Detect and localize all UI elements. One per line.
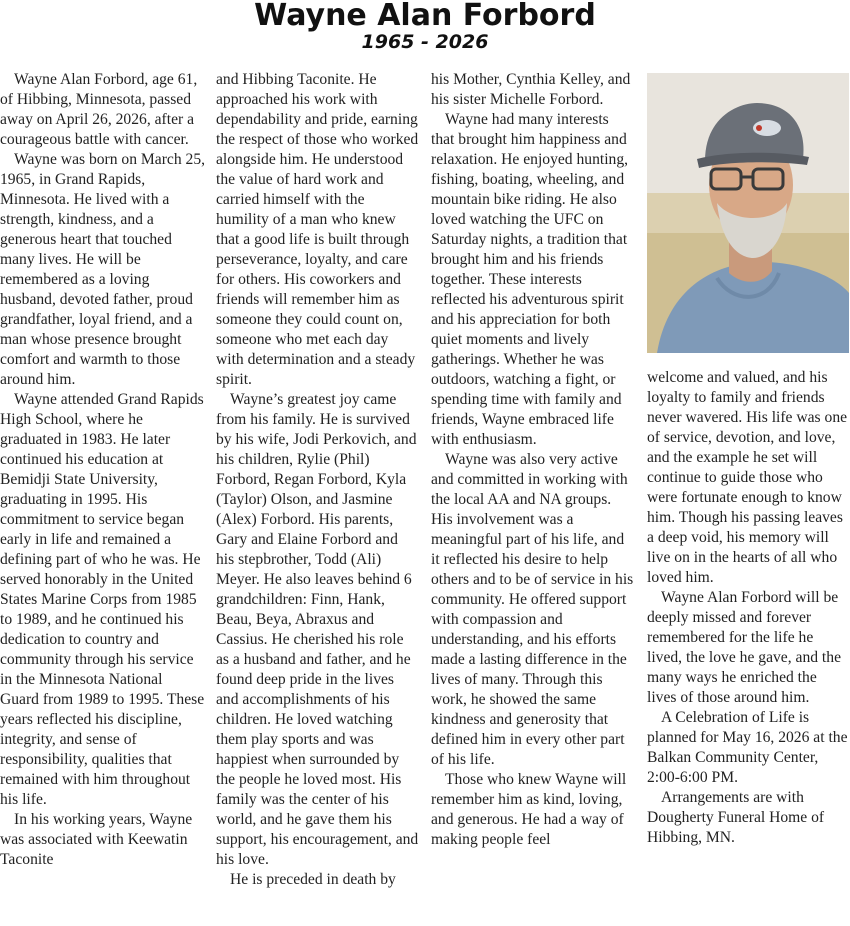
text-column-2 [216, 70, 419, 890]
paragraph: welcome and valued, and his loyalty to family and friends never wavered. His life was one of service, devotion, and love, and the example he set will continue to guide those who were fortunate enough to know him. Though his passing leaves a deep void, his memory will live on in the hearts of all who loved him. [647, 369, 848, 586]
paragraph: Those who knew Wayne will remember him as kind, loving, and generous. He had a way of making people feel [431, 771, 627, 848]
paragraph: Wayne attended Grand Rapids High School, where he graduated in 1983. He later continued his education at Bemidji State University, graduating in 1995. His commitment to service began early in life and remained a defining part of who he was. He served honorably in the United States Marine Corps from 1985 to 1989, and he continued his dedication to country and community through his service in the Minnesota National Guard from 1989 to 1995. These years reflected his discipline, integrity, and sense of responsibility, qualities that remained with him throughout his life. [0, 391, 205, 808]
paragraph: In his working years, Wayne was associated with Keewatin Taconite [0, 811, 193, 868]
paragraph: A Celebration of Life is planned for May 16, 2026 at the Balkan Community Center, 2:00-6:00 PM. [647, 709, 848, 786]
paragraph: He is preceded in death by [230, 871, 396, 888]
paragraph: Wayne Alan Forbord will be deeply missed and forever remembered for the life he lived, the love he gave, and the many ways he enriched the lives of those around him. [647, 589, 841, 706]
obituary-title: Wayne Alan Forbord [254, 0, 596, 33]
portrait-illustration [647, 73, 849, 353]
portrait-photo [647, 73, 849, 353]
text-column-3 [431, 70, 635, 850]
obituary-header [0, 0, 850, 53]
paragraph: and Hibbing Taconite. He approached his work with dependability and pride, earning the respect of those who worked alongside him. He understood the value of hard work and carried himself with the humility of a man who knew that a good life is built through perseverance, loyalty, and care for others. His coworkers and friends will remember him as someone they could count on, someone who met each day with determination and a steady spirit. [216, 71, 419, 388]
paragraph: Wayne was also very active and committed in working with the local AA and NA groups. His involvement was a meaningful part of his life, and it reflected his desire to help others and to be of service in his community. He offered support with compassion and understanding, and his efforts made a lasting difference in the lives of many. Through this work, he showed the same kindness and generosity that defined him in every other part of his life. [431, 451, 634, 768]
paragraph: Arrangements are with Dougherty Funeral Home of Hibbing, MN. [647, 789, 825, 846]
paragraph: Wayne had many interests that brought him happiness and relaxation. He enjoyed hunting, fishing, boating, wheeling, and mountain bike riding. He also loved watching the UFC on Saturday nights, a tradition that brought him and his friends together. These interests reflected his adventurous spirit and his appreciation for both quiet moments and lively gatherings. Whether he was outdoors, watching a fight, or spending time with family and friends, Wayne embraced life with enthusiasm. [431, 111, 629, 448]
paragraph: Wayne Alan Forbord, age 61, of Hibbing, Minnesota, passed away on April 26, 2026, after a courageous battle with cancer. [0, 71, 198, 148]
paragraph: Wayne’s greatest joy came from his family. He is survived by his wife, Jodi Perkovich, and his children, Rylie (Phil) Forbord, Regan Forbord, Kyla (Taylor) Olson, and Jasmine (Alex) Forbord. His parents, Gary and Elaine Forbord and his stepbrother, Todd (Ali) Meyer. He also leaves behind 6 grandchildren: Finn, Hank, Beau, Beya, Abraxus and Cassius. He cherished his role as a husband and father, and he found deep pride in the lives and accomplishments of his children. He loved watching them play sports and was happiest when surrounded by the people he loved most. His family was the center of his world, and he gave them his support, his encouragement, and his love. [216, 391, 419, 868]
text-column-1 [0, 70, 205, 870]
life-dates: 1965 - 2026 [361, 31, 489, 53]
paragraph: Wayne was born on March 25, 1965, in Grand Rapids, Minnesota. He lived with a strength, kindness, and a generous heart that touched many lives. He will be remembered as a loving husband, devoted father, proud grandfather, loyal friend, and a man whose presence brought comfort and warmth to those around him. [0, 151, 206, 388]
text-column-4 [647, 368, 850, 848]
paragraph: his Mother, Cynthia Kelley, and his sister Michelle Forbord. [431, 71, 631, 108]
